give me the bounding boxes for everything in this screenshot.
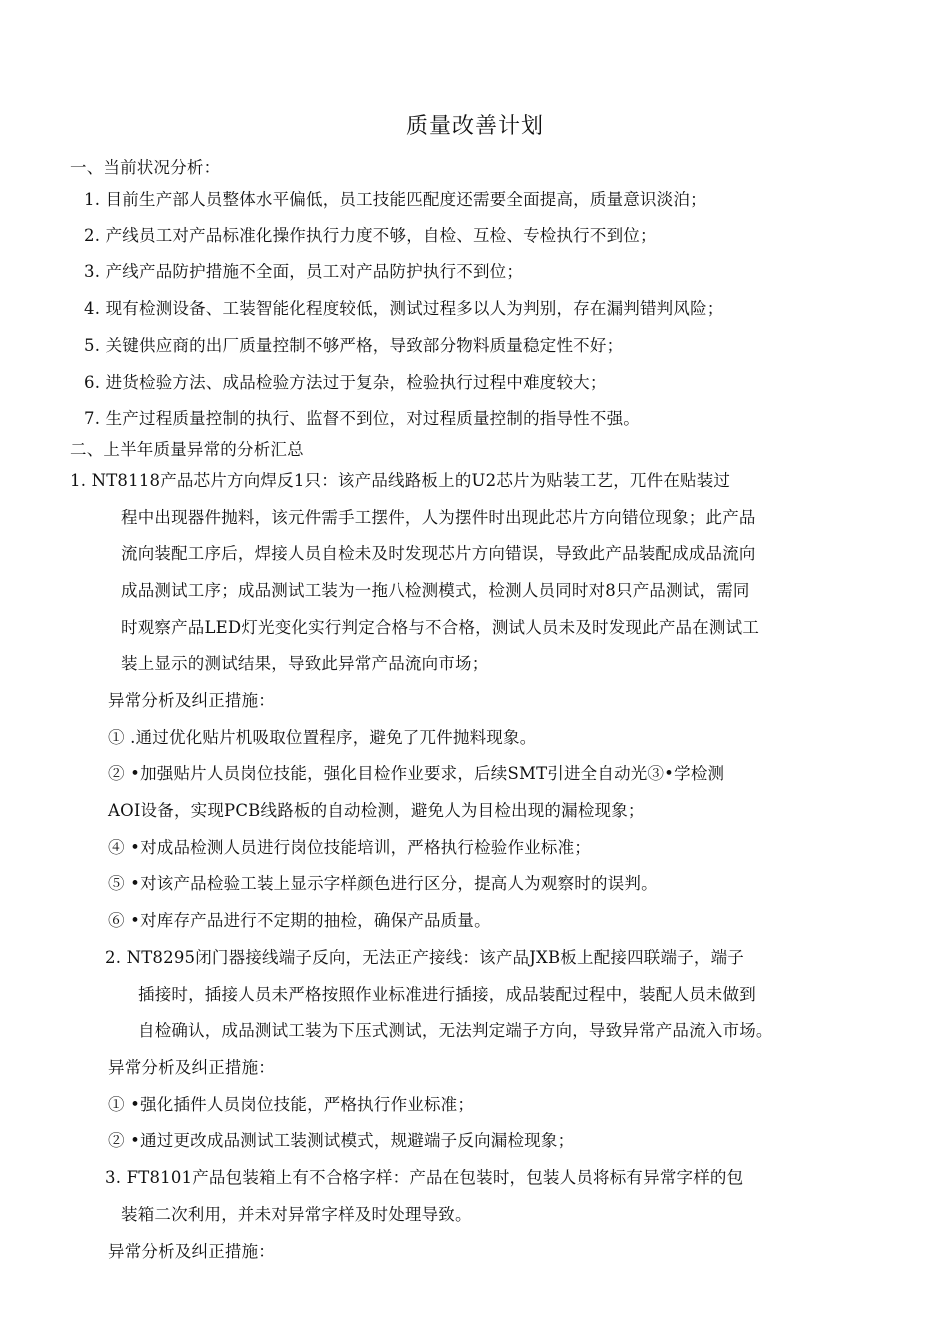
case2-line-1: 2. NT8295闭门器接线端子反向，无法正产接线：该产品JXB板上配接四联端子，端子	[105, 948, 745, 967]
status-item-7: 7. 生产过程质量控制的执行、监督不到位，对过程质量控制的指导性不强。	[84, 409, 640, 428]
case2-measures-label: 异常分析及纠正措施：	[108, 1058, 275, 1077]
status-item-4: 4. 现有检测设备、工装智能化程度较低，测试过程多以人为判别，存在漏判错判风险；	[84, 299, 724, 318]
status-item-5: 5. 关键供应商的出厂质量控制不够严格，导致部分物料质量稳定性不好；	[84, 336, 624, 355]
case1-line-2: 程中出现器件抛料，该元件需手工摆件，人为摆件时出现此芯片方向错位现象；此产品	[121, 508, 756, 527]
case1-measures-label: 异常分析及纠正措施：	[108, 691, 275, 710]
case1-measure-2: ② •加强贴片人员岗位技能，强化目检作业要求，后续SMT引进全自动光③•学检测	[108, 764, 725, 783]
case1-measure-4: ④ •对成品检测人员进行岗位技能培训，严格执行检验作业标准；	[108, 838, 591, 857]
case2-line-2: 插接时，插接人员未严格按照作业标准进行插接，成品装配过程中，装配人员未做到	[138, 985, 756, 1004]
section-heading-current-status: 一、当前状况分析：	[70, 158, 221, 177]
case3-line-2: 装箱二次利用，并未对异常字样及时处理导致。	[121, 1205, 472, 1224]
case3-measures-label: 异常分析及纠正措施：	[108, 1242, 275, 1261]
status-item-6: 6. 进货检验方法、成品检验方法过于复杂，检验执行过程中难度较大；	[84, 373, 607, 392]
case2-line-3: 自检确认，成品测试工装为下压式测试，无法判定端子方向，导致异常产品流入市场。	[138, 1021, 773, 1040]
status-item-1: 1. 目前生产部人员整体水平偏低，员工技能匹配度还需要全面提高，质量意识淡泊；	[84, 190, 707, 209]
case2-measure-1: ① •强化插件人员岗位技能，严格执行作业标准；	[108, 1095, 475, 1114]
case1-measure-1: ① .通过优化贴片机吸取位置程序，避免了兀件抛料现象。	[108, 728, 537, 747]
case1-line-3: 流向装配工序后，焊接人员自检未及时发现芯片方向错误，导致此产品装配成成品流向	[121, 544, 756, 563]
case1-measure-6: ⑥ •对库存产品进行不定期的抽检，确保产品质量。	[108, 911, 491, 930]
case1-line-4: 成品测试工序；成品测试工装为一拖八检测模式，检测人员同时对8只产品测试，需同	[121, 581, 750, 600]
status-item-2: 2. 产线员工对产品标准化操作执行力度不够，自检、互检、专检执行不到位；	[84, 226, 657, 245]
case2-measure-2: ② •通过更改成品测试工装测试模式，规避端子反向漏检现象；	[108, 1131, 575, 1150]
case3-line-1: 3. FT8101产品包装箱上有不合格字样：产品在包装时，包装人员将标有异常字样的包	[105, 1168, 744, 1187]
section-heading-anomaly-summary: 二、上半年质量异常的分析汇总	[70, 440, 304, 459]
status-item-3: 3. 产线产品防护措施不全面，员工对产品防护执行不到位；	[84, 262, 524, 281]
case1-measure-2-cont: AOI设备，实现PCB线路板的自动检测，避免人为目检出现的漏检现象；	[108, 801, 645, 820]
document-title: 质量改善计划	[405, 114, 544, 139]
case1-line-1: 1. NT8118产品芯片方向焊反1只：该产品线路板上的U2芯片为贴装工艺，兀件在贴装过	[70, 471, 731, 490]
case1-line-5: 时观察产品LED灯光变化实行判定合格与不合格，测试人员未及时发现此产品在测试工	[121, 618, 760, 637]
case1-measure-5: ⑤ •对该产品检验工装上显示字样颜色进行区分，提高人为观察时的误判。	[108, 874, 658, 893]
case1-line-6: 装上显示的测试结果，导致此异常产品流向市场；	[121, 654, 489, 673]
